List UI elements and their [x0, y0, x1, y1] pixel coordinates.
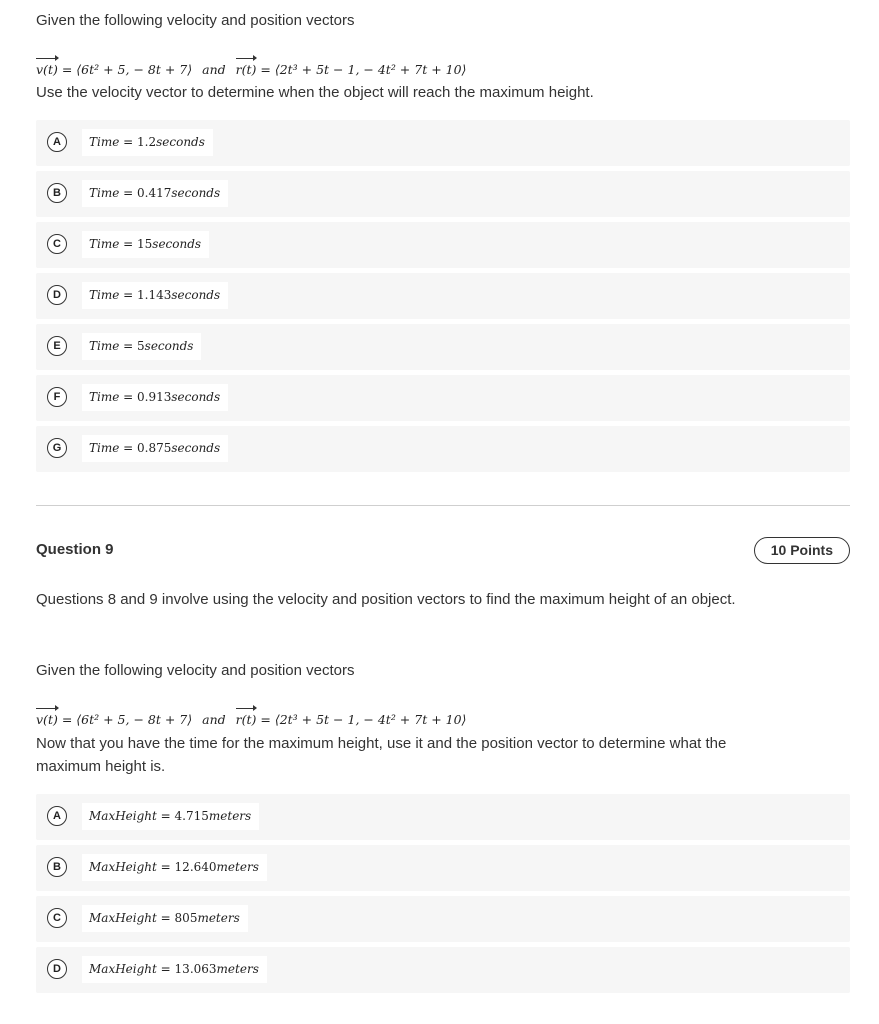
- q8-prompt: Use the velocity vector to determine when the object will reach the maximum height.: [36, 84, 594, 101]
- option-letter-badge: D: [47, 285, 67, 305]
- position-expression: = ⟨2t³ + 5t − 1, − 4t² + 7t + 10⟩: [260, 62, 467, 77]
- option-letter-badge: C: [47, 908, 67, 928]
- option-answer: MaxHeight = 805meters: [82, 905, 248, 932]
- q9-vector-equation: [36, 712, 466, 727]
- option-answer: Time = 15seconds: [82, 231, 209, 258]
- option-answer: MaxHeight = 12.640meters: [82, 854, 267, 881]
- velocity-expression: = ⟨6t² + 5, − 8t + 7⟩: [61, 62, 193, 77]
- q9-intro: Given the following velocity and position vectors: [36, 662, 355, 679]
- q9-option-a[interactable]: [36, 794, 850, 840]
- q8-option-g[interactable]: [36, 426, 850, 472]
- q8-options: [36, 120, 850, 477]
- q9-option-b[interactable]: [36, 845, 850, 891]
- option-letter-badge: C: [47, 234, 67, 254]
- option-answer: Time = 0.417seconds: [82, 180, 228, 207]
- and-word: and: [202, 712, 226, 727]
- velocity-expression: = ⟨6t² + 5, − 8t + 7⟩: [61, 712, 193, 727]
- velocity-symbol: v(t): [36, 712, 58, 727]
- option-answer: Time = 0.913seconds: [82, 384, 228, 411]
- q8-intro: Given the following velocity and position vectors: [36, 12, 355, 29]
- option-letter-badge: F: [47, 387, 67, 407]
- option-letter-badge: E: [47, 336, 67, 356]
- q9-context: Questions 8 and 9 involve using the velocity and position vectors to find the maximum height of an object.: [36, 591, 736, 608]
- option-letter-badge: B: [47, 857, 67, 877]
- q8-option-f[interactable]: [36, 375, 850, 421]
- option-answer: MaxHeight = 4.715meters: [82, 803, 259, 830]
- position-expression: = ⟨2t³ + 5t − 1, − 4t² + 7t + 10⟩: [260, 712, 467, 727]
- q9-options: [36, 794, 850, 998]
- q9-prompt-line-1: Now that you have the time for the maximum height, use it and the position vector to determine what the: [36, 735, 727, 752]
- option-answer: Time = 0.875seconds: [82, 435, 228, 462]
- option-answer: Time = 5seconds: [82, 333, 201, 360]
- question-title: Question 9: [36, 541, 114, 558]
- option-answer: MaxHeight = 13.063meters: [82, 956, 267, 983]
- option-letter-badge: B: [47, 183, 67, 203]
- points-badge: 10 Points: [754, 537, 850, 564]
- option-answer: Time = 1.2seconds: [82, 129, 213, 156]
- q9-prompt-line-2: maximum height is.: [36, 758, 166, 775]
- position-symbol: r(t): [235, 712, 257, 727]
- q8-option-e[interactable]: [36, 324, 850, 370]
- option-answer: Time = 1.143seconds: [82, 282, 228, 309]
- q8-option-d[interactable]: [36, 273, 850, 319]
- position-symbol: r(t): [235, 62, 257, 77]
- option-letter-badge: A: [47, 132, 67, 152]
- question-divider: [36, 505, 850, 506]
- q8-option-a[interactable]: [36, 120, 850, 166]
- q8-option-b[interactable]: [36, 171, 850, 217]
- q9-option-c[interactable]: [36, 896, 850, 942]
- option-letter-badge: G: [47, 438, 67, 458]
- q9-option-d[interactable]: [36, 947, 850, 993]
- velocity-symbol: v(t): [36, 62, 58, 77]
- q8-option-c[interactable]: [36, 222, 850, 268]
- option-letter-badge: A: [47, 806, 67, 826]
- option-letter-badge: D: [47, 959, 67, 979]
- q8-vector-equation: [36, 62, 466, 77]
- and-word: and: [202, 62, 226, 77]
